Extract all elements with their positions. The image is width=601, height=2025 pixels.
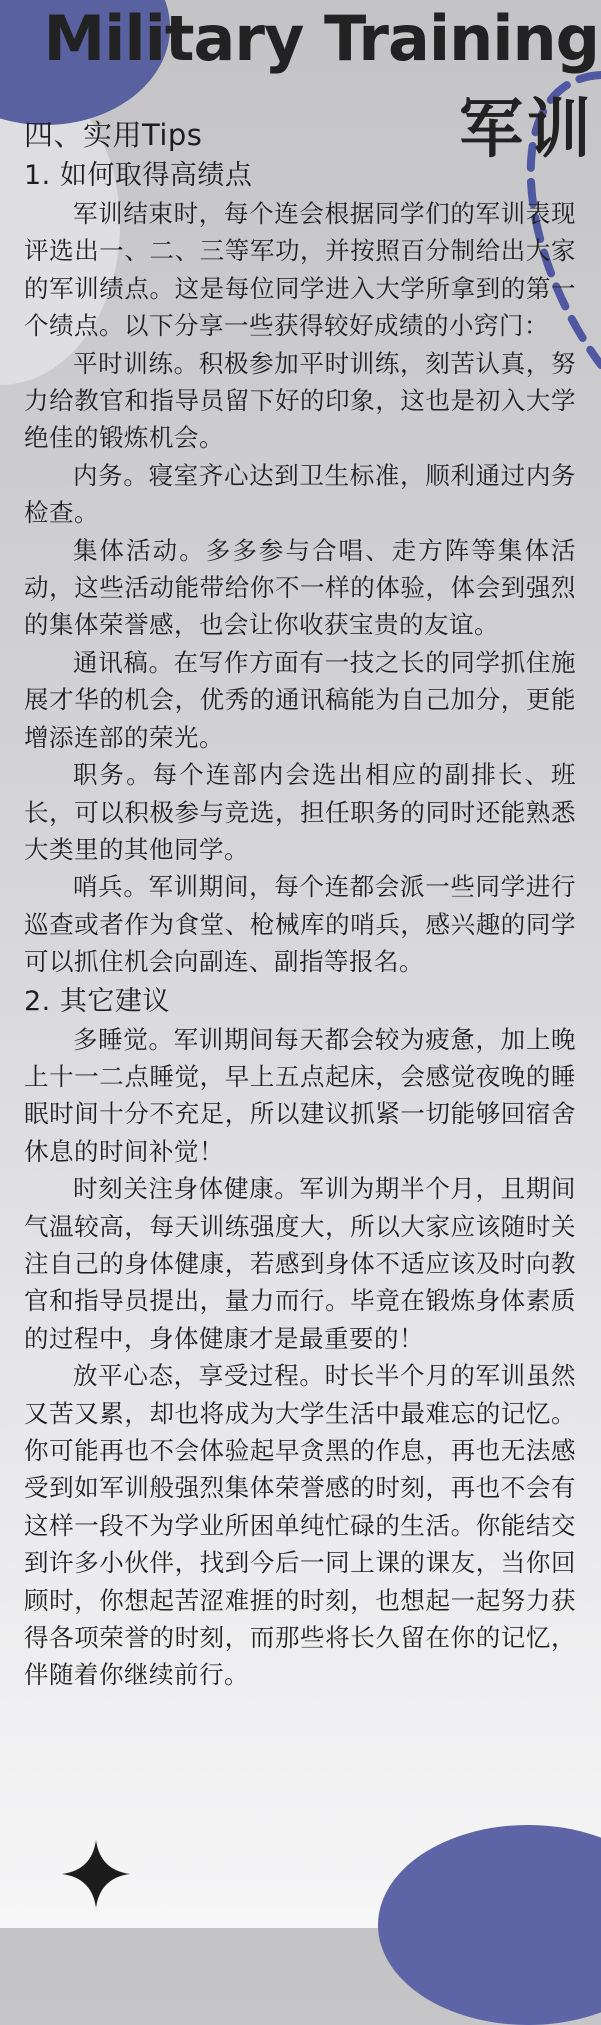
part1-paragraph: 军训结束时，每个连会根据同学们的军训表现评选出一、二、三等军功，并按照百分制给出大家的军训绩点。这是每位同学进入大学所拿到的第一个绩点。以下分享一些获得较好成绩的小窍门： xyxy=(24,199,576,341)
bottom-blue-circle-decoration xyxy=(378,1825,601,2025)
part1-paragraph: 集体活动。多多参与合唱、走方阵等集体活动，这些活动能带给你不一样的体验，体会到强烈的集体荣誉感，也会让你收获宝贵的友谊。 xyxy=(24,535,576,640)
part1-paragraph: 职务。每个连部内会选出相应的副排长、班长，可以积极参与竞选，担任职务的同时还能熟悉大类里的其他同学。 xyxy=(24,760,576,864)
title-chinese: 军训 xyxy=(459,93,595,167)
part2-paragraph: 放平心态，享受过程。时长半个月的军训虽然又苦又累，却也将成为大学生活中最难忘的记忆。你可能再也不会体验起早贪黑的作息，再也无法感受到如军训般强烈集体荣誉感的时刻，再也不会有这样一段不为学业所困单纯忙碌的生活。你能结交到许多小伙伴，找到今后一同上课的课友，当你回顾时，你想起苦涩难捱的时刻，也想起一起努力获得各项荣誉的时刻，而那些将长久留在你的记忆，伴随着你继续前行。 xyxy=(24,1361,576,1690)
section-heading: 四、实用Tips xyxy=(24,118,203,152)
article-body xyxy=(24,115,576,1694)
part2-paragraph: 时刻关注身体健康。军训为期半个月，且期间气温较高，每天训练强度大，所以大家应该随时关注自己的身体健康，若感到身体不适应该及时向教官和指导员提出，量力而行。毕竟在锻炼身体素质的过程中，身体健康才是最重要的！ xyxy=(24,1174,576,1353)
part1-paragraph: 通讯稿。在写作方面有一技之长的同学抓住施展才华的机会，优秀的通讯稿能为自己加分，更能增添连部的荣光。 xyxy=(24,647,576,752)
part1-paragraph: 内务。寝室齐心达到卫生标准，顺利通过内务检查。 xyxy=(24,460,576,528)
part1-paragraph: 哨兵。军训期间，每个连都会派一些同学进行巡查或者作为食堂、枪械库的哨兵，感兴趣的同学可以抓住机会向副连、副指等报名。 xyxy=(24,872,576,977)
star-sparkle-icon xyxy=(60,1838,132,1910)
part2-paragraph: 多睡觉。军训期间每天都会较为疲惫，加上晚上十一二点睡觉，早上五点起床，会感觉夜晚的睡眠时间十分不充足，所以建议抓紧一切能够回宿舍休息的时间补觉！ xyxy=(24,1024,576,1166)
part1-heading: 1. 如何取得高绩点 xyxy=(24,160,253,191)
part2-heading: 2. 其它建议 xyxy=(24,985,170,1017)
part1-paragraph: 平时训练。积极参加平时训练，刻苦认真，努力给教官和指导员留下好的印象，这也是初入大学绝佳的锻炼机会。 xyxy=(24,348,576,453)
title-english: Military Training xyxy=(43,2,599,75)
